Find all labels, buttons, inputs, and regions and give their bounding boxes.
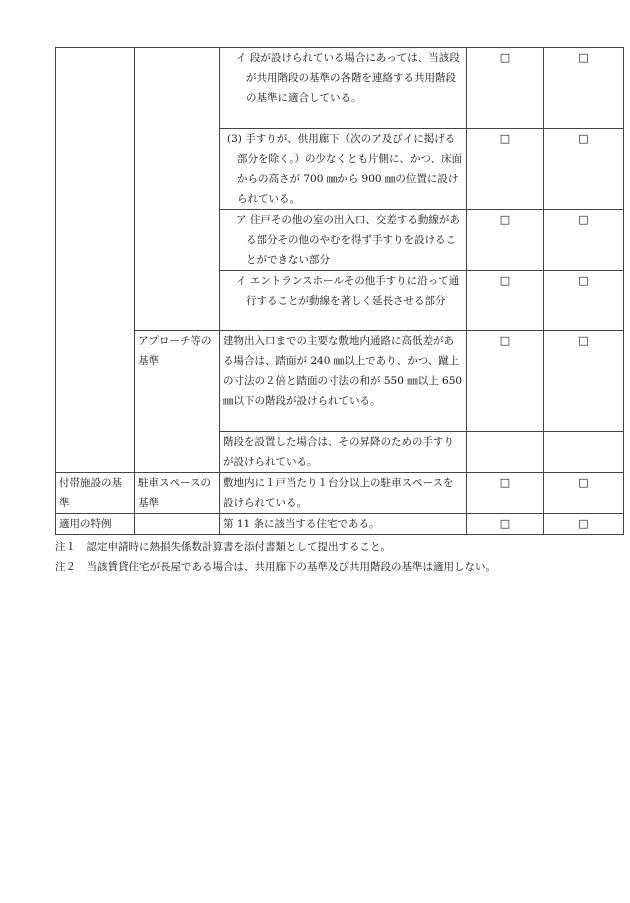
table-row [56, 514, 624, 535]
criteria-text: (3) 手すりが、供用廊下（次のア及びイに掲げる部分を除く。）の少なくとも片側に、かつ、床面からの高さが 700 ㎜から 900 ㎜の位置に設けられている。 [227, 133, 463, 205]
subcategory-cell-empty [135, 48, 220, 331]
checkbox-icon[interactable]: □ [578, 476, 589, 489]
category-cell-empty [56, 48, 135, 473]
checkbox-icon[interactable]: □ [499, 213, 511, 226]
criteria-text: ア 住戸その他の室の出入口、交差する動線がある部分その他のやむを得ず手すりを設けることができない部分 [236, 214, 460, 266]
subcategory-label: 駐車スペースの基準 [135, 473, 220, 514]
checkbox-icon[interactable]: □ [499, 51, 511, 64]
checkbox-icon[interactable]: □ [499, 274, 511, 287]
criteria-text: 階段を設置した場合は、その昇降のための手すりが設けられている。 [220, 432, 467, 473]
note-1: 注１ 認定申請時に熱損失係数計算書を添付書類として提出すること。 [55, 541, 391, 553]
checkbox-icon[interactable]: □ [578, 517, 589, 530]
category-label: 付帯施設の基準 [56, 473, 135, 514]
checkbox-icon[interactable]: □ [578, 51, 589, 64]
checkbox-icon[interactable]: □ [499, 132, 511, 145]
checkbox-icon[interactable]: □ [499, 476, 511, 489]
subcategory-cell-empty [135, 514, 220, 535]
criteria-text: イ エントランスホールその他手すりに沿って通行することが動線を著しく延長させる部分 [236, 275, 460, 307]
document-page [55, 47, 588, 577]
criteria-text: 建物出入口までの主要な敷地内通路に高低差がある場合は、踏面が 240 ㎜以上であり、かつ、蹴上の寸法の２倍と踏面の寸法の和が 550 ㎜以上 650 ㎜以下の階段が設けられている。 [220, 331, 467, 432]
criteria-text: 第 11 条に該当する住宅である。 [220, 514, 467, 535]
checkbox-icon[interactable]: □ [578, 213, 589, 226]
table-row [56, 48, 624, 129]
criteria-text: 敷地内に１戸当たり１台分以上の駐車スペースを設けられている。 [220, 473, 467, 514]
table-row [56, 473, 624, 514]
criteria-table [55, 47, 624, 535]
checkbox-icon[interactable]: □ [499, 517, 511, 530]
note-2: 注２ 当該賃貸住宅が長屋である場合は、共用廊下の基準及び共用階段の基準は適用しない。 [55, 561, 496, 573]
checkbox-icon[interactable]: □ [578, 274, 589, 287]
table-row [56, 331, 624, 432]
subcategory-label: アプローチ等の基準 [135, 331, 220, 473]
category-label: 適用の特例 [56, 514, 135, 535]
checkbox-icon[interactable]: □ [499, 334, 511, 347]
checkbox-icon[interactable]: □ [578, 132, 589, 145]
checkbox-icon[interactable]: □ [578, 334, 589, 347]
notes [55, 537, 588, 577]
criteria-text: イ 段が設けられている場合にあっては、当該段が共用階段の基準の各階を連絡する共用階段の基準に適合している。 [236, 52, 460, 104]
